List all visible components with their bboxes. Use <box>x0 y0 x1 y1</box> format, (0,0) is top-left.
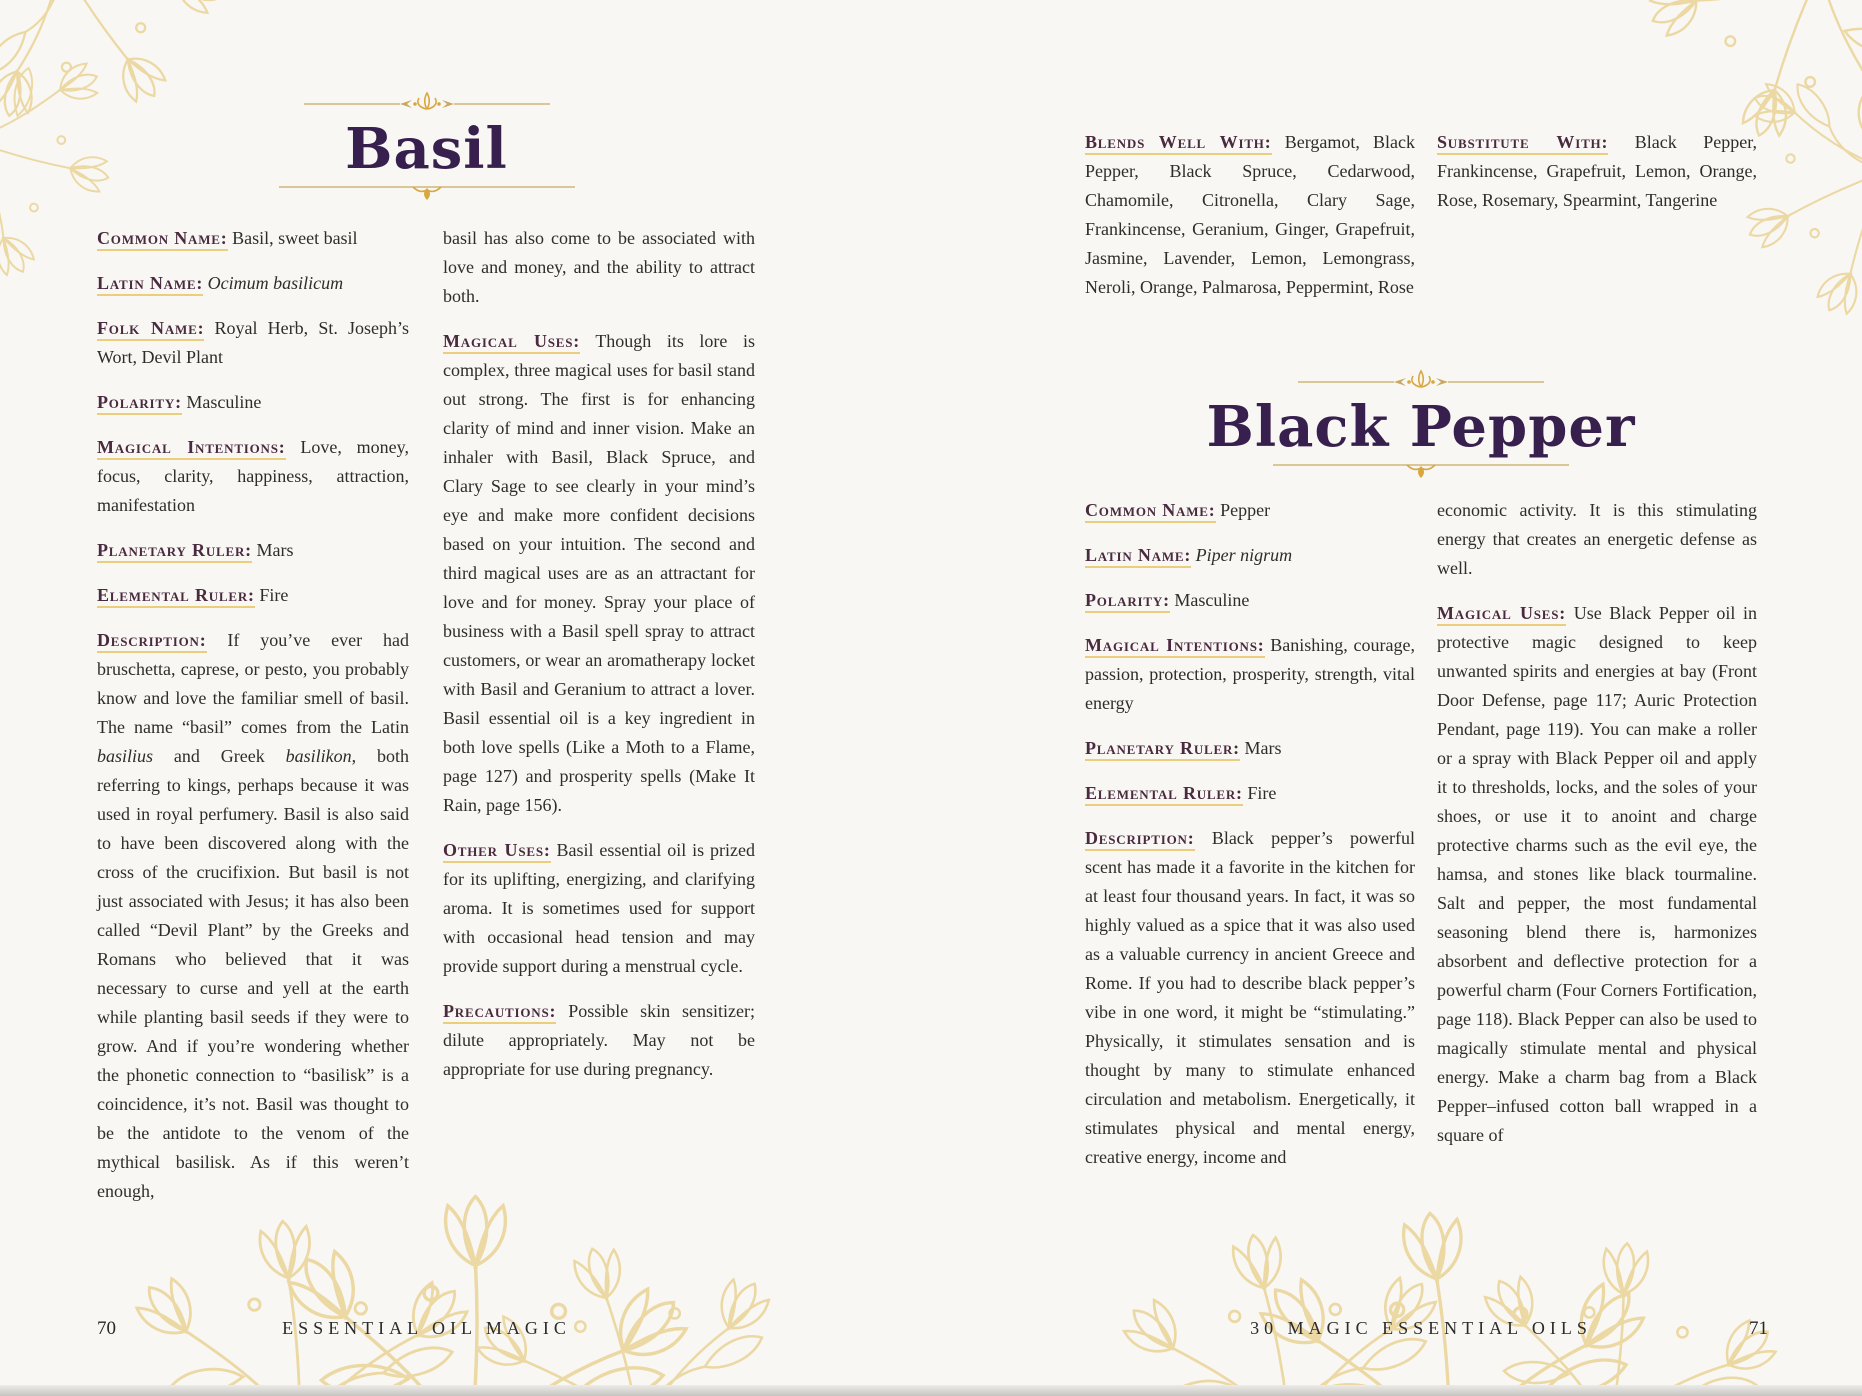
field-planetary-ruler <box>1085 734 1415 763</box>
field-value: Black Pepper, Frankincense, Grapefruit, Lemon, Orange, Rose, Rosemary, Spearmint, Tangerine <box>1437 132 1757 210</box>
running-footer-left: ESSENTIAL OIL MAGIC <box>282 1318 571 1338</box>
page-number-right: 71 <box>1749 1318 1768 1339</box>
field-label: Magical Uses: <box>1437 603 1566 626</box>
field-value: Banishing, courage, passion, protection, prosperity, strength, vital energy <box>1085 635 1415 713</box>
field-label: Description: <box>1085 828 1195 851</box>
field-polarity <box>97 388 409 417</box>
basil-header <box>97 90 756 202</box>
field-label: Latin Name: <box>1085 545 1191 568</box>
field-label: Planetary Ruler: <box>97 540 252 563</box>
field-value: Use Black Pepper oil in protective magic designed to keep unwanted spirits and energies at bay (Front Door Defense, page 117; Auric Protection Pendant, page 119). You can make a roller or a spray with Black Pepper oil and apply it to thresholds, locks, and the soles of your shoes, or use it to anoint and charge protective charms such as the evil eye, the hamsa, and stones like black tourmaline. Salt and pepper, the most fundamental seasoning blend there is, harmonizes absorbent and deflective protection for a powerful charm (Four Corners Fortification, page 118). Black Pepper can also be used to magically stimulate mental and physical energy. Make a charm bag from a Black Pepper–infused cotton ball wrapped in a square of <box>1437 603 1758 1145</box>
field-magical-intentions <box>97 433 409 520</box>
running-footer-right: 30 MAGIC ESSENTIAL OILS <box>1250 1318 1592 1338</box>
field-value: If you’ve ever had bruschetta, caprese, or pesto, you probably know and love the familiar smell of basil. The name “basil” comes from the Latin basilius and Greek basilikon, both referring to kings, perhaps because it was used in royal perfumery. Basil is also said to have been discovered along with the cross of the crucifixion. But basil is not just associated with Jesus; it has also been called “Devil Plant” by the Greeks and Romans who believed that it was necessary to curse and yell at the earth while planting basil seeds if they were to grow. And if you’re wondering whether the phonetic connection to “basilisk” is a coincidence, it’s not. Basil was thought to be the antidote to the venom of the mythical basilisk. As if this weren’t enough, <box>97 630 409 1201</box>
field-value: Though its lore is complex, three magical uses for basil stand out strong. The first is for enhancing clarity of mind and inner vision. Make an inhaler with Basil, Black Spruce, and Clary Sage to see clearly in your mind’s eye and make more confident decisions based on your intuition. The second and third magical uses are as an attractant for love and for money. Spray your place of business with a Basil spell spray to attract customers, or wear an aromatherapy locket with Basil and Geranium to attract a lover. Basil essential oil is a key ingredient in both love spells (Like a Moth to a Flame, page 127) and prosperity spells (Make It Rain, page 156). <box>443 331 755 815</box>
field-label: Polarity: <box>1085 590 1170 613</box>
field-value: Bergamot, Black Pepper, Black Spruce, Cedarwood, Chamomile, Citronella, Clary Sage, Frankincense, Geranium, Ginger, Grapefruit, Jasmine, Lavender, Lemon, Lemongrass, Neroli, Orange, Palmarosa, Peppermint, Rose <box>1085 132 1416 297</box>
field-value: Piper nigrum <box>1195 545 1293 565</box>
field-value: Basil, sweet basil <box>232 228 358 248</box>
field-label: Blends Well With: <box>1085 132 1272 155</box>
field-label: Common Name: <box>97 228 228 251</box>
field-label: Magical Uses: <box>443 331 580 354</box>
field-label: Elemental Ruler: <box>1085 783 1243 806</box>
description-continuation: basil has also come to be associated with love and money, and the ability to attract both. <box>443 228 755 306</box>
entry-title-basil: Basil <box>345 116 508 182</box>
field-elemental-ruler <box>1085 779 1415 808</box>
field-label: Description: <box>97 630 207 653</box>
field-label: Latin Name: <box>97 273 203 296</box>
field-description <box>1085 824 1415 1172</box>
page-number-left: 70 <box>97 1318 116 1339</box>
field-polarity <box>1085 586 1415 615</box>
field-planetary-ruler <box>97 536 409 565</box>
basil-column-2 <box>443 224 755 1100</box>
field-common-name <box>1085 496 1415 525</box>
field-folk-name <box>97 314 409 372</box>
field-magical-uses <box>1437 599 1757 1150</box>
black-pepper-column-1 <box>1085 496 1415 1188</box>
field-value: Fire <box>1247 783 1277 803</box>
field-value: Masculine <box>186 392 262 412</box>
field-value: Fire <box>259 585 289 605</box>
header-flourish-bottom-icon <box>1271 460 1571 480</box>
field-substitute-with <box>1437 128 1757 215</box>
field-elemental-ruler <box>97 581 409 610</box>
field-value: Pepper <box>1220 500 1271 520</box>
black-pepper-header <box>1085 368 1757 480</box>
field-label: Other Uses: <box>443 840 551 863</box>
field-other-uses <box>443 836 755 981</box>
field-value: Love, money, focus, clarity, happiness, attraction, manifestation <box>97 437 409 515</box>
basil-column-1 <box>97 224 409 1222</box>
entry-title-black-pepper: Black Pepper <box>1206 394 1636 460</box>
field-value: Black pepper’s powerful scent has made it a favorite in the kitchen for at least four thousand years. In fact, it was so highly valued as a spice that it was also used as a valuable currency in ancient Greece and Rome. If you had to describe black pepper’s vibe in one word, it might be “stimulating.” Physically, it stimulates sensation and is thought by many to stimulate enhanced circulation and metabolism. Energetically, it stimulates physical and mental energy, creative energy, income and <box>1085 828 1416 1167</box>
field-label: Substitute With: <box>1437 132 1608 155</box>
field-label: Planetary Ruler: <box>1085 738 1240 761</box>
field-label: Polarity: <box>97 392 182 415</box>
header-flourish-bottom-icon <box>277 182 577 202</box>
field-label: Elemental Ruler: <box>97 585 255 608</box>
description-continuation: economic activity. It is this stimulating energy that creates an energetic defense as well. <box>1437 500 1757 578</box>
field-label: Common Name: <box>1085 500 1216 523</box>
field-latin-name <box>1085 541 1415 570</box>
field-label: Folk Name: <box>97 318 204 341</box>
header-flourish-top-icon <box>302 90 552 116</box>
basil-blends-column <box>1085 128 1415 318</box>
field-description <box>97 626 409 1206</box>
field-precautions <box>443 997 755 1084</box>
field-magical-intentions <box>1085 631 1415 718</box>
field-label: Precautions: <box>443 1001 556 1024</box>
header-flourish-top-icon <box>1296 368 1546 394</box>
field-blends-well-with <box>1085 128 1415 302</box>
page-bottom-edge <box>0 1385 1862 1396</box>
field-label: Magical Intentions: <box>1085 635 1265 658</box>
basil-substitute-column <box>1437 128 1757 231</box>
field-latin-name <box>97 269 409 298</box>
field-value: Mars <box>1244 738 1282 758</box>
field-magical-uses <box>443 327 755 820</box>
black-pepper-column-2 <box>1437 496 1757 1166</box>
field-common-name <box>97 224 409 253</box>
field-value: Possible skin sensitizer; dilute appropriately. May not be appropriate for use during pregnancy. <box>443 1001 755 1079</box>
field-value: Royal Herb, St. Joseph’s Wort, Devil Plant <box>97 318 409 367</box>
field-value: Basil essential oil is prized for its uplifting, energizing, and clarifying aroma. It is sometimes used for support with occasional head tension and may provide support during a menstrual cycle. <box>443 840 755 976</box>
field-value: Ocimum basilicum <box>207 273 344 293</box>
field-label: Magical Intentions: <box>97 437 286 460</box>
field-value: Masculine <box>1174 590 1250 610</box>
field-value: Mars <box>256 540 294 560</box>
